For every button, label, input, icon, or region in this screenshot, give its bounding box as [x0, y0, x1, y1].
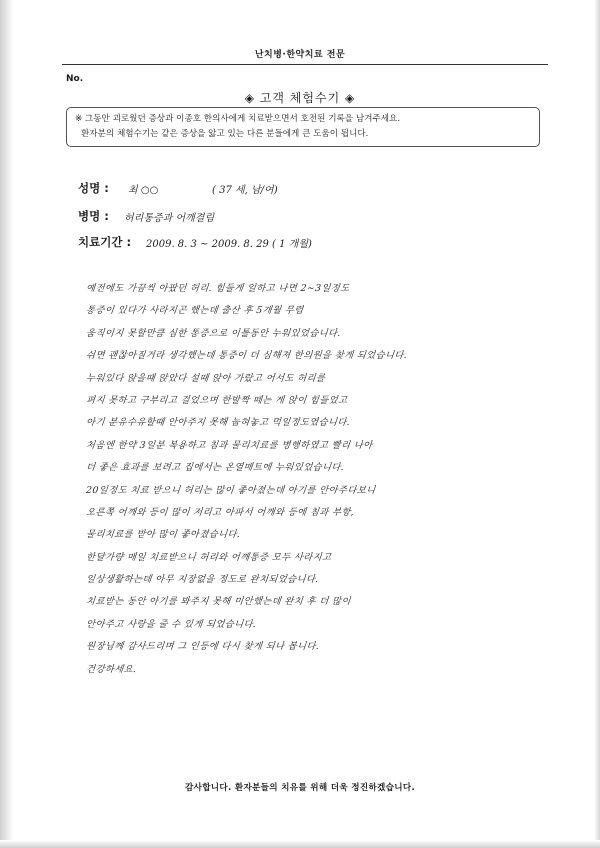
- testimonial-line: 한달가량 매일 치료받으니 허리와 어깨통증 모두 사라지고: [85, 551, 332, 563]
- testimonial-line: 오른쪽 어깨와 등이 많이 저리고 아파서 어깨와 등에 침과 부항,: [85, 506, 355, 518]
- name-value: 최 ○○: [128, 185, 159, 196]
- testimonial-line: 치료받는 동안 아기를 봐주지 못해 미안했는데 완치 후 더 많이: [85, 596, 352, 608]
- period-label: 치료기간 :: [78, 235, 132, 249]
- testimonial-line: 원장님께 감사드리며 그 인등에 다시 찾게 되나 봅니다.: [85, 641, 320, 653]
- testimonial-line: 더 좋은 효과를 보려고 집에서는 온열매트에 누워있었습니다.: [85, 462, 345, 474]
- testimonial-line: 20일정도 치료 받으니 허리는 많이 좋아졌는데 아기를 안아주다보니: [85, 484, 377, 496]
- testimonial-line: 건강하세요.: [85, 663, 137, 675]
- testimonial-line: 펴지 못하고 구부리고 걸었으며 한발짝 떼는 게 앉이 힘들었고: [85, 394, 349, 406]
- scan-shadow-bottom: [0, 840, 600, 848]
- notice-line-2: 환자분의 체험수기는 같은 증상을 앓고 있는 다른 분들에게 큰 도움이 됩니다.: [81, 129, 369, 139]
- period-value: 2009. 8. 3 ~ 2009. 8. 29 ( 1 개월): [146, 239, 312, 250]
- name-label: 성명 :: [78, 181, 109, 195]
- notice-line-1: ※ 그동안 괴로웠던 증상과 이종호 한의사에게 치료받으면서 호전된 기록을 남겨주세요.: [75, 114, 401, 124]
- testimonial-line: 쉬면 괜찮아질거라 생각했는데 통증이 더 심해져 한의원을 찾게 되었습니다.: [85, 350, 408, 362]
- disease-value: 허리통증과 어깨결림: [124, 213, 215, 224]
- scan-shadow-right: [594, 0, 600, 848]
- form-title: ◈ 고객 체험수기 ◈: [244, 91, 356, 105]
- footer-message: 감사합니다. 환자분들의 치유를 위해 더욱 정진하겠습니다.: [184, 783, 416, 793]
- testimonial-body: [86, 278, 556, 681]
- testimonial-line: 예전에도 가끔씩 아팠던 허리. 힘들게 일하고 나면 2~3일정도: [85, 283, 351, 294]
- testimonial-line: 일상생활하는데 아무 지장없을 정도로 완치되었습니다.: [85, 574, 320, 586]
- header-rule: [62, 64, 548, 65]
- testimonial-line: 움직이지 못할만큼 심한 통증으로 이틀동안 누워있었습니다.: [85, 327, 342, 339]
- notice-box: [66, 107, 540, 147]
- testimonial-line: 아기 분유수유할때 안아주지 못해 눕혀놓고 먹일정도였습니다.: [85, 417, 351, 429]
- clinic-header: 난치병·한약치료 전문: [254, 50, 346, 60]
- testimonial-line: 안아주고 사랑을 줄 수 있게 되었습니다.: [85, 618, 257, 630]
- disease-label: 병명 :: [78, 209, 109, 223]
- document-number-label: No.: [66, 74, 84, 84]
- testimonial-line: 물리치료를 받아 많이 좋아졌습니다.: [85, 529, 241, 541]
- age-gender-value: ( 37 세, 남/여): [212, 185, 278, 196]
- testimonial-line: 통증이 있다가 사라지곤 했는데 출산 후 5개월 무렵: [85, 305, 305, 317]
- testimonial-line: 누워있다 앉을때 앉았다 설때 앉아 가랐고 어서도 허리를: [85, 372, 326, 384]
- scan-shadow-left: [0, 0, 14, 848]
- testimonial-line: 처음엔 한약 3일분 복용하고 침과 물리치료를 병행하였고 빨리 나아: [85, 439, 374, 451]
